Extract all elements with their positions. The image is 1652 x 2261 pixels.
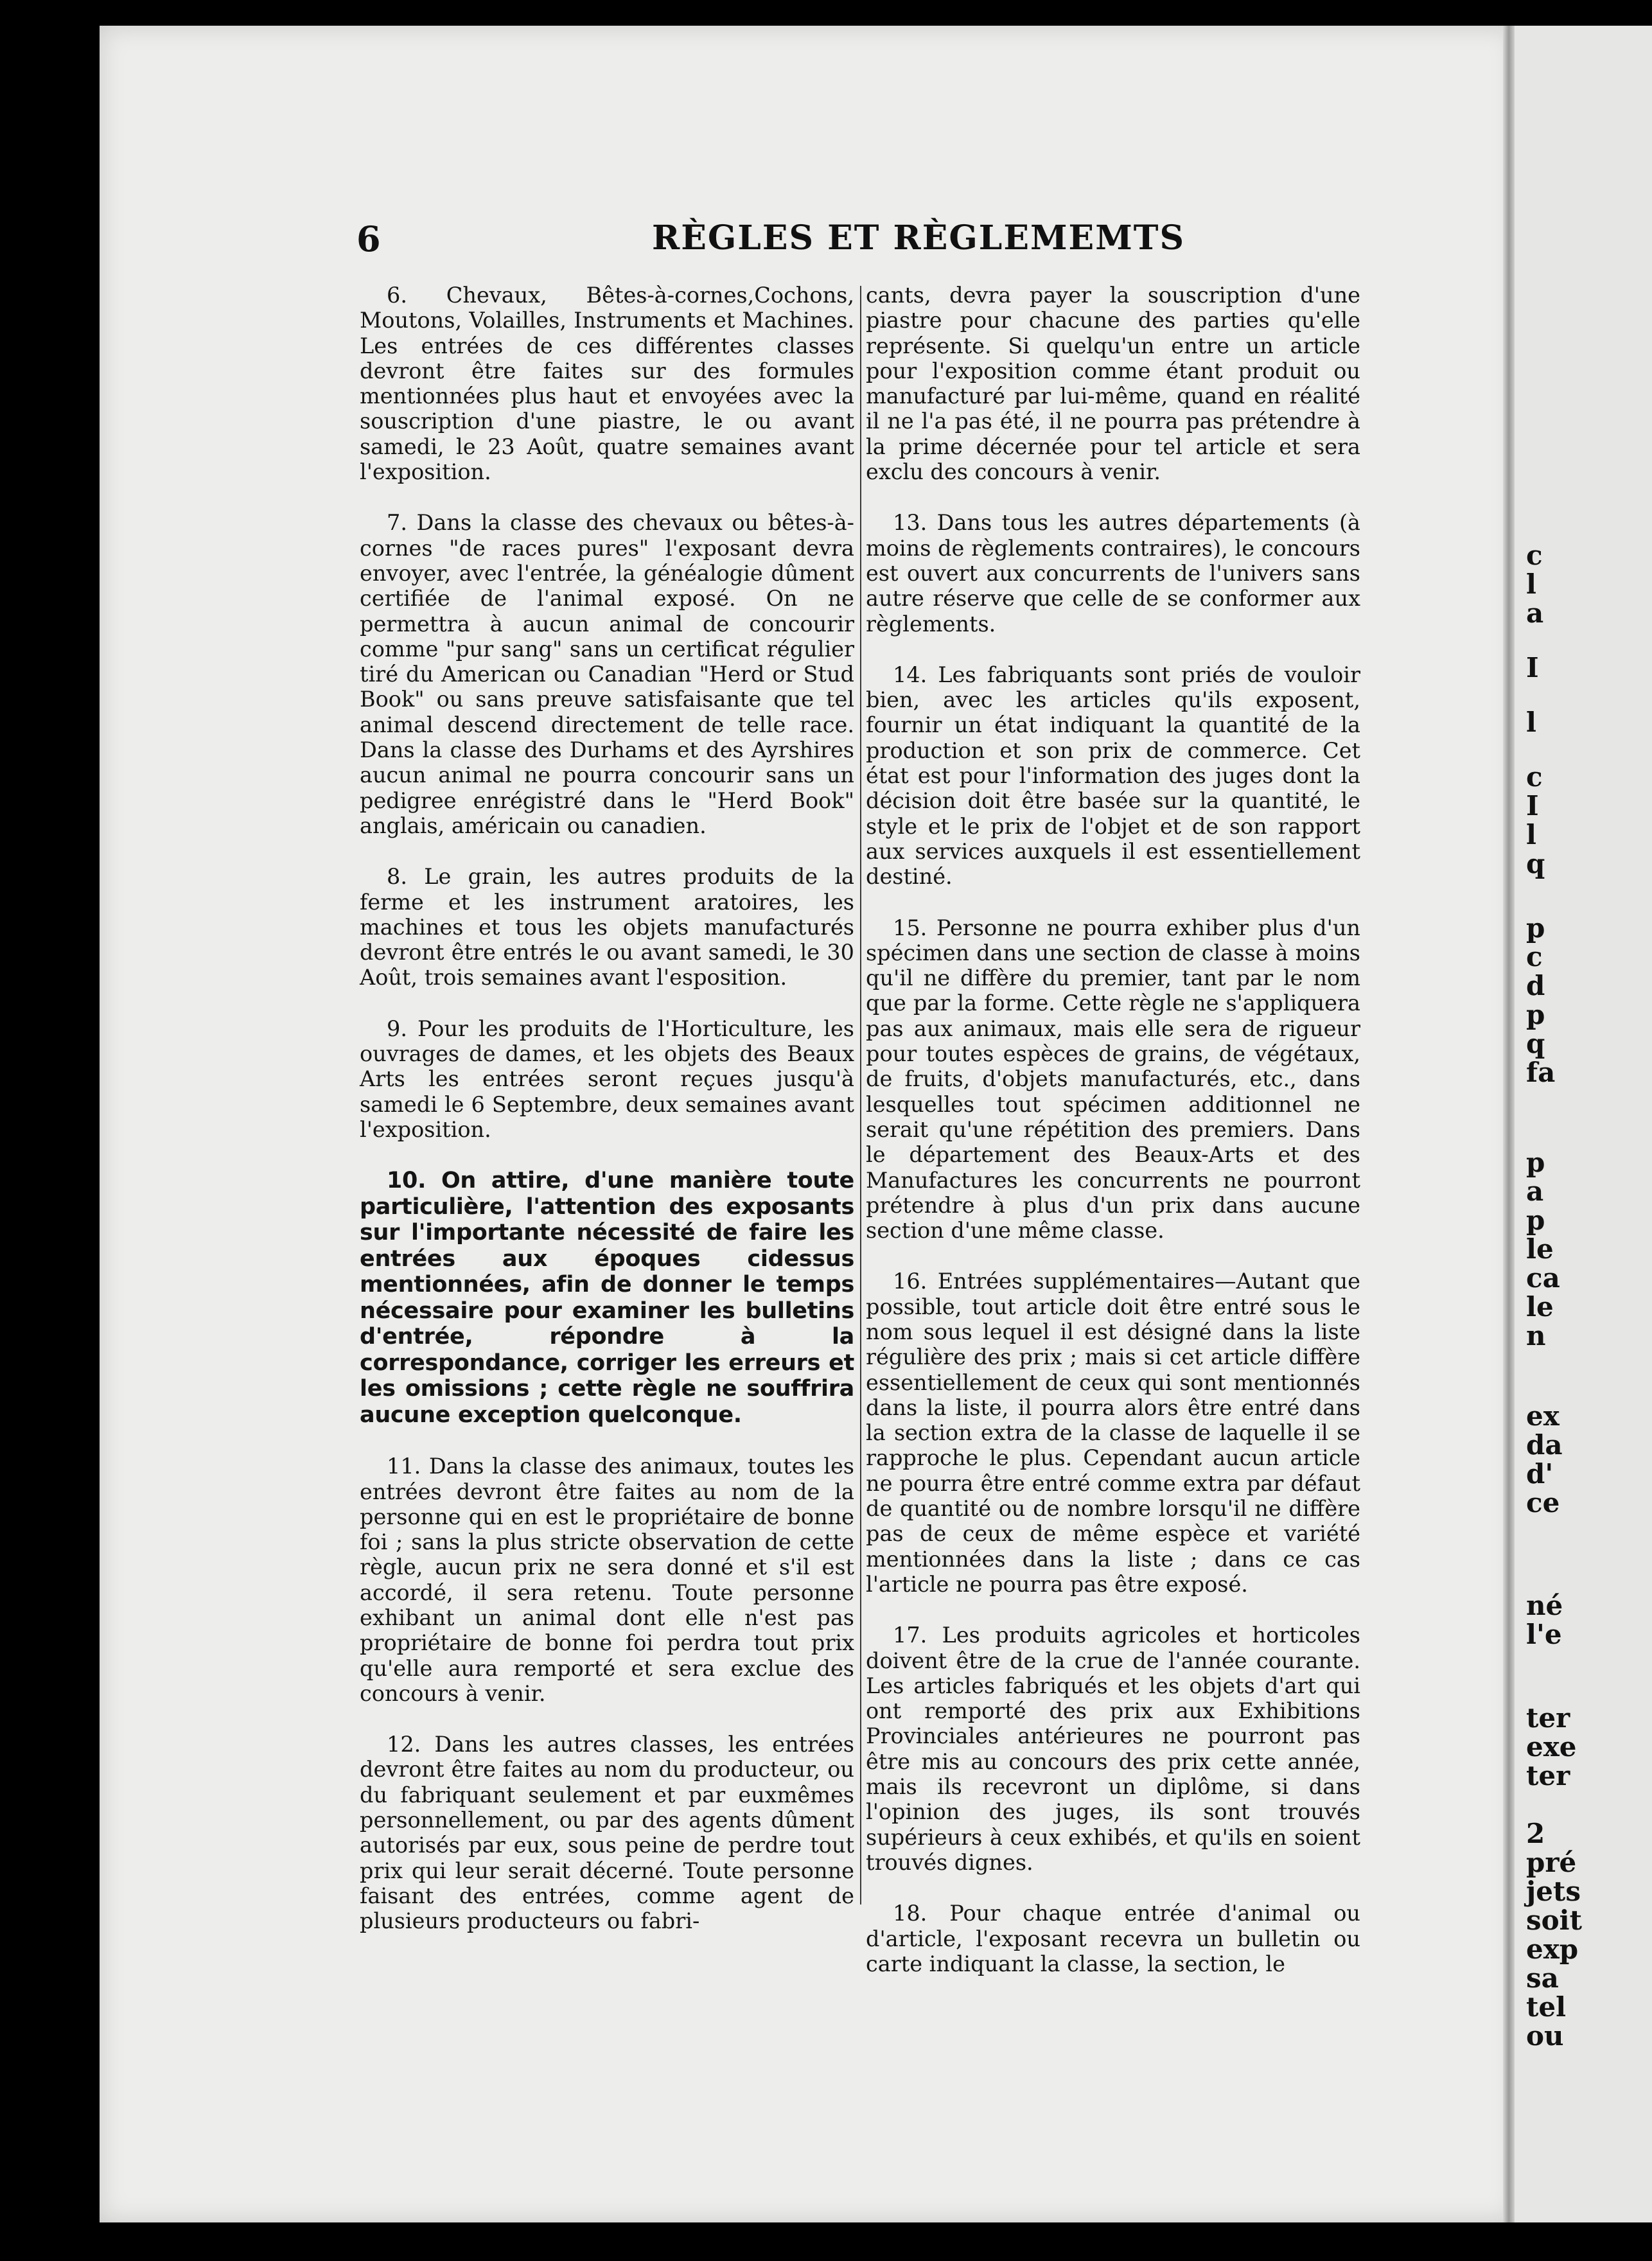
- next-page-fragment: soit: [1526, 1905, 1583, 1936]
- next-page-fragment: a: [1526, 597, 1544, 629]
- next-page-fragment: ce: [1526, 1487, 1560, 1518]
- next-page-fragment: jets: [1526, 1876, 1581, 1907]
- left-column: [360, 283, 854, 1960]
- rule-10-notice: 10. On attire, d'une manière toute particulière, l'attention des exposants sur l'importante nécessité de faire les entrées aux époques cidessus mentionnées, afin de donner le temps nécessaire pour examiner les bulletins d'entrée, répondre à la correspondance, corriger les erreurs et les omissions ; cette règle ne souffrira aucune exception quelconque.: [360, 1168, 854, 1428]
- next-page-fragment: exp: [1526, 1933, 1579, 1965]
- next-page-fragment: n: [1526, 1320, 1546, 1351]
- next-page-fragment: p: [1526, 1204, 1545, 1236]
- running-title: RÈGLES ET RÈGLEMEMTS: [652, 218, 1186, 258]
- next-page-fragment: p: [1526, 1147, 1545, 1178]
- next-page-fragment: tel: [1526, 1991, 1567, 2023]
- page-number: 6: [356, 218, 381, 260]
- next-page-fragment: ter: [1526, 1760, 1570, 1791]
- next-page-fragment: né: [1526, 1590, 1563, 1621]
- next-page-fragment: a: [1526, 1175, 1544, 1207]
- next-page-fragment: c: [1526, 540, 1543, 571]
- next-page-fragment: pré: [1526, 1847, 1577, 1878]
- next-page-fragment: d: [1526, 970, 1545, 1001]
- rule-7: 7. Dans la classe des chevaux ou bêtes-à-cornes "de races pures" l'exposant devra envoyer, avec l'entrée, la généalogie dûment certifiée de l'animal exposé. On ne permettra à aucun animal de concourir comme "pur sang" sans un certificat régulier tiré du American ou Canadian "Herd or Stud Book" ou sans preuve satisfaisante que tel animal descend directement de telle race. Dans la classe des Durhams et des Ayrshires aucun animal ne pourra concourir sans un pedigree enrégistré dans le "Herd Book" anglais, américain ou canadien.: [360, 510, 854, 838]
- next-page-fragment: c: [1526, 941, 1543, 972]
- next-page-fragment: l: [1526, 707, 1536, 738]
- rule-12: 12. Dans les autres classes, les entrées devront être faites au nom du producteur, ou du fabriquant seulement et par euxmêmes personnellement, ou par des agents dûment autorisés par eux, sous peine de perdre tout prix qui leur serait décerné. Toute personne faisant des entrées, comme agent de plusieurs producteurs ou fabri-: [360, 1732, 854, 1934]
- rule-14: 14. Les fabriquants sont priés de vouloir bien, avec les articles qu'ils exposent, fournir un état indiquant la quantité de la production et son prix de commerce. Cet état est pour l'information des juges dont la décision doit être basée sur la quantité, le style et le prix de l'objet et de son rapport aux services auxquels il est essentiellement destiné.: [866, 662, 1360, 890]
- next-page-fragment: 2: [1526, 1818, 1545, 1849]
- next-page-fragment: d': [1526, 1458, 1554, 1490]
- next-page-fragment: ter: [1526, 1702, 1570, 1734]
- rule-13: 13. Dans tous les autres départements (à moins de règlements contraires), le concours est ouvert aux concurrents de l'univers sans autre réserve que celle de se conformer aux règlements.: [866, 510, 1360, 637]
- page-fold: [1503, 26, 1515, 2222]
- rule-6: 6. Chevaux, Bêtes-à-cornes,Cochons, Moutons, Volailles, Instruments et Machines. Les entrées de ces différentes classes devront être faites sur des formules mentionnées plus haut et envoyées avec la souscription d'une piastre, le ou avant samedi, le 23 Août, quatre semaines avant l'exposition.: [360, 283, 854, 485]
- rule-15: 15. Personne ne pourra exhiber plus d'un spécimen dans une section de classe à moins qu'il ne diffère du premier, tant par le nom que par la forme. Cette règle ne s'appliquera pas aux animaux, mais elle sera de rigueur pour toutes espèces de grains, de végétaux, de fruits, d'objets manufacturés, etc., dans lesquelles tout spécimen additionnel ne serait qu'une répétition des premiers. Dans le département des Beaux-Arts et des Manufactures les concurrents ne pourront prétendre à plus d'un prix dans aucune section d'une même classe.: [866, 915, 1360, 1244]
- rule-9: 9. Pour les produits de l'Horticulture, les ouvrages de dames, et les objets des Beaux Arts les entrées seront reçues jusqu'à samedi le 6 Septembre, deux semaines avant l'exposition.: [360, 1016, 854, 1142]
- right-column: [866, 283, 1360, 2002]
- next-page-fragment: ou: [1526, 2020, 1564, 2052]
- rule-12-continued: cants, devra payer la souscription d'une piastre pour chacune des parties qu'elle représente. Si quelqu'un entre un article pour l'exposition comme étant produit ou manufacturé par lui-même, quand en réalité il ne l'a pas été, il ne pourra pas prétendre à la prime décernée pour tel article et sera exclu des concours à venir.: [866, 283, 1360, 485]
- next-page-fragment: ex: [1526, 1400, 1560, 1432]
- next-page-fragment: le: [1526, 1291, 1554, 1323]
- next-page-fragment: q: [1526, 848, 1545, 879]
- rule-18: 18. Pour chaque entrée d'animal ou d'article, l'exposant recevra un bulletin ou carte indiquant la classe, la section, le: [866, 1901, 1360, 1976]
- next-page-fragment: p: [1526, 912, 1545, 944]
- next-page-fragment: ca: [1526, 1262, 1560, 1294]
- next-page-fragment: l: [1526, 568, 1536, 600]
- next-page-fragment: da: [1526, 1429, 1563, 1461]
- column-divider: [860, 286, 861, 1905]
- next-page-fragment: l: [1526, 819, 1536, 850]
- next-page-fragment: fa: [1526, 1057, 1556, 1088]
- next-page-fragment: le: [1526, 1233, 1554, 1265]
- rule-17: 17. Les produits agricoles et horticoles doivent être de la crue de l'année courante. Les articles fabriqués et les objets d'art qui ont remporté des prix aux Exhibitions Provinciales antérieures ne pourront pas être mis au concours des prix cette année, mais ils recevront un diplôme, si dans l'opinion des juges, ils sont trouvés supérieurs à ceux exhibés, et qu'ils en soient trouvés dignes.: [866, 1623, 1360, 1875]
- next-page-fragment: p: [1526, 999, 1545, 1030]
- next-page-fragment: c: [1526, 761, 1543, 793]
- next-page-fragment: exe: [1526, 1731, 1577, 1763]
- rule-16: 16. Entrées supplémentaires—Autant que possible, tout article doit être entré sous le nom sous lequel il est désigné dans la liste régulière des prix ; mais si cet article diffère essentiellement de ceux qui sont mentionnés dans la liste, il pourra alors être entré dans la section extra de la classe de laquelle il se rapproche le plus. Cependant aucun article ne pourra être entré comme extra par défaut de quantité ou de nombre lorsqu'il ne diffère pas de ceux de même espèce et variété mentionnées dans la liste ; dans ce cas l'article ne pourra pas être exposé.: [866, 1269, 1360, 1597]
- next-page-fragment: I: [1526, 790, 1539, 822]
- next-page-edge: [1515, 26, 1652, 2222]
- next-page-fragment: q: [1526, 1028, 1545, 1059]
- rule-8: 8. Le grain, les autres produits de la ferme et les instrument aratoires, les machines et tous les objets manufacturés devront être entrés le ou avant samedi, le 30 Août, trois semaines avant l'esposition.: [360, 864, 854, 990]
- next-page-fragment: sa: [1526, 1962, 1559, 1994]
- page-header: [356, 218, 1365, 270]
- rule-11: 11. Dans la classe des animaux, toutes les entrées devront être faites au nom de la personne qui en est le propriétaire de bonne foi ; sans la plus stricte observation de cette règle, aucun prix ne sera donné et s'il est accordé, il sera retenu. Toute personne exhibant un animal dont elle n'est pas propriétaire de bonne foi perdra tout prix qu'elle aura remporté et sera exclue des concours à venir.: [360, 1454, 854, 1706]
- next-page-fragment: l'e: [1526, 1619, 1562, 1650]
- next-page-fragment: I: [1526, 652, 1539, 683]
